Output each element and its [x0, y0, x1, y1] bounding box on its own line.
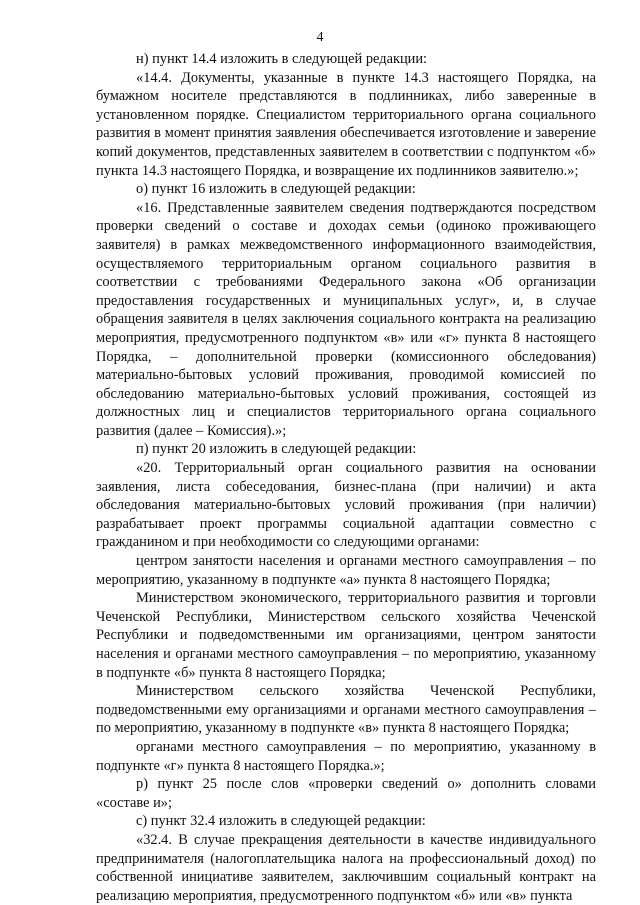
paragraph-n-header: н) пункт 14.4 изложить в следующей редакции: [136, 51, 428, 67]
paragraph-16: «16. Представленные заявителем сведения подтверждаются посредством проверки сведений о составе и доходах семьи (одиноко проживающего заявителя) в рамках межведомственного информационного взаимодействия, осуществляемого территориальным органом социального развития в соответствии с требованиями Федерального закона «Об организации предоставления государственных и муниципальных услуг», и, в случае обращения заявителя в целях заключения социального контракта на реализацию мероприятия, предусмотренного подпунктом «в» или «г» пункта 8 настоящего Порядка, – дополнительной проверки (комиссионного обследования) материально-бытовых условий проживания, проводимой комиссией по обследованию материально-бытовых условий проживания, состоящей из должностных лиц и специалистов территориального органа социального развития (далее – Комиссия).»; [96, 199, 596, 439]
paragraph-20-item-a: центром занятости населения и органами местного самоуправления – по мероприятию, указанному в подпункте «а» пункта 8 настоящего Порядка; [96, 553, 596, 588]
paragraph-20-item-v: Министерством сельского хозяйства Чеченской Республики, подведомственными ему организациями и органами местного самоуправления – по мероприятию, указанному в подпункте «в» пункта 8 настоящего Порядка; [96, 683, 596, 737]
document-body [96, 50, 596, 905]
paragraph-20-item-b: Министерством экономического, территориального развития и торговли Чеченской Республики, Министерством сельского хозяйства Чеченской Республики и подведомственными им организациями, центром занятости населения и органами местного самоуправления – по мероприятию, указанному в подпункте «б» пункта 8 настоящего Порядка; [96, 590, 596, 681]
paragraph-s-header: с) пункт 32.4 изложить в следующей редакции: [136, 813, 426, 830]
paragraph-p-header: п) пункт 20 изложить в следующей редакции: [136, 441, 417, 458]
paragraph-14-4: «14.4. Документы, указанные в пункте 14.3 настоящего Порядка, на бумажном носителе представляются в подлинниках, либо заверенные в установленном порядке. Специалистом территориального органа социального развития в момент принятия заявления обеспечивается изготовление и заверение копий документов, представленных заявителем в соответствии с подпунктом «б» пункта 14.3 настоящего Порядка, и возвращение их подлинников заявителю.»; [96, 69, 596, 179]
paragraph-o-header: о) пункт 16 изложить в следующей редакции: [136, 181, 416, 198]
page-number: 4 [316, 30, 324, 45]
paragraph-20: «20. Территориальный орган социального развития на основании заявления, листа собеседования, бизнес-плана (при наличии) и акта обследования материально-бытовых условий проживания (при наличии) разрабатывает проект программы социальной адаптации совместно с гражданином и при необходимости со следующими органами: [96, 460, 596, 551]
paragraph-32-4: «32.4. В случае прекращения деятельности в качестве индивидуального предпринимателя (налогоплательщика налога на профессиональный доход) по собственной инициативе заявителем, заключившим социальный контракт на реализацию мероприятия, предусмотренного подпунктом «б» или «в» пункта [96, 831, 596, 904]
paragraph-20-item-g: органами местного самоуправления – по мероприятию, указанному в подпункте «г» пункта 8 настоящего Порядка.»; [96, 738, 596, 774]
paragraph-r: р) пункт 25 после слов «проверки сведений о» дополнить словами «составе и»; [96, 776, 596, 811]
